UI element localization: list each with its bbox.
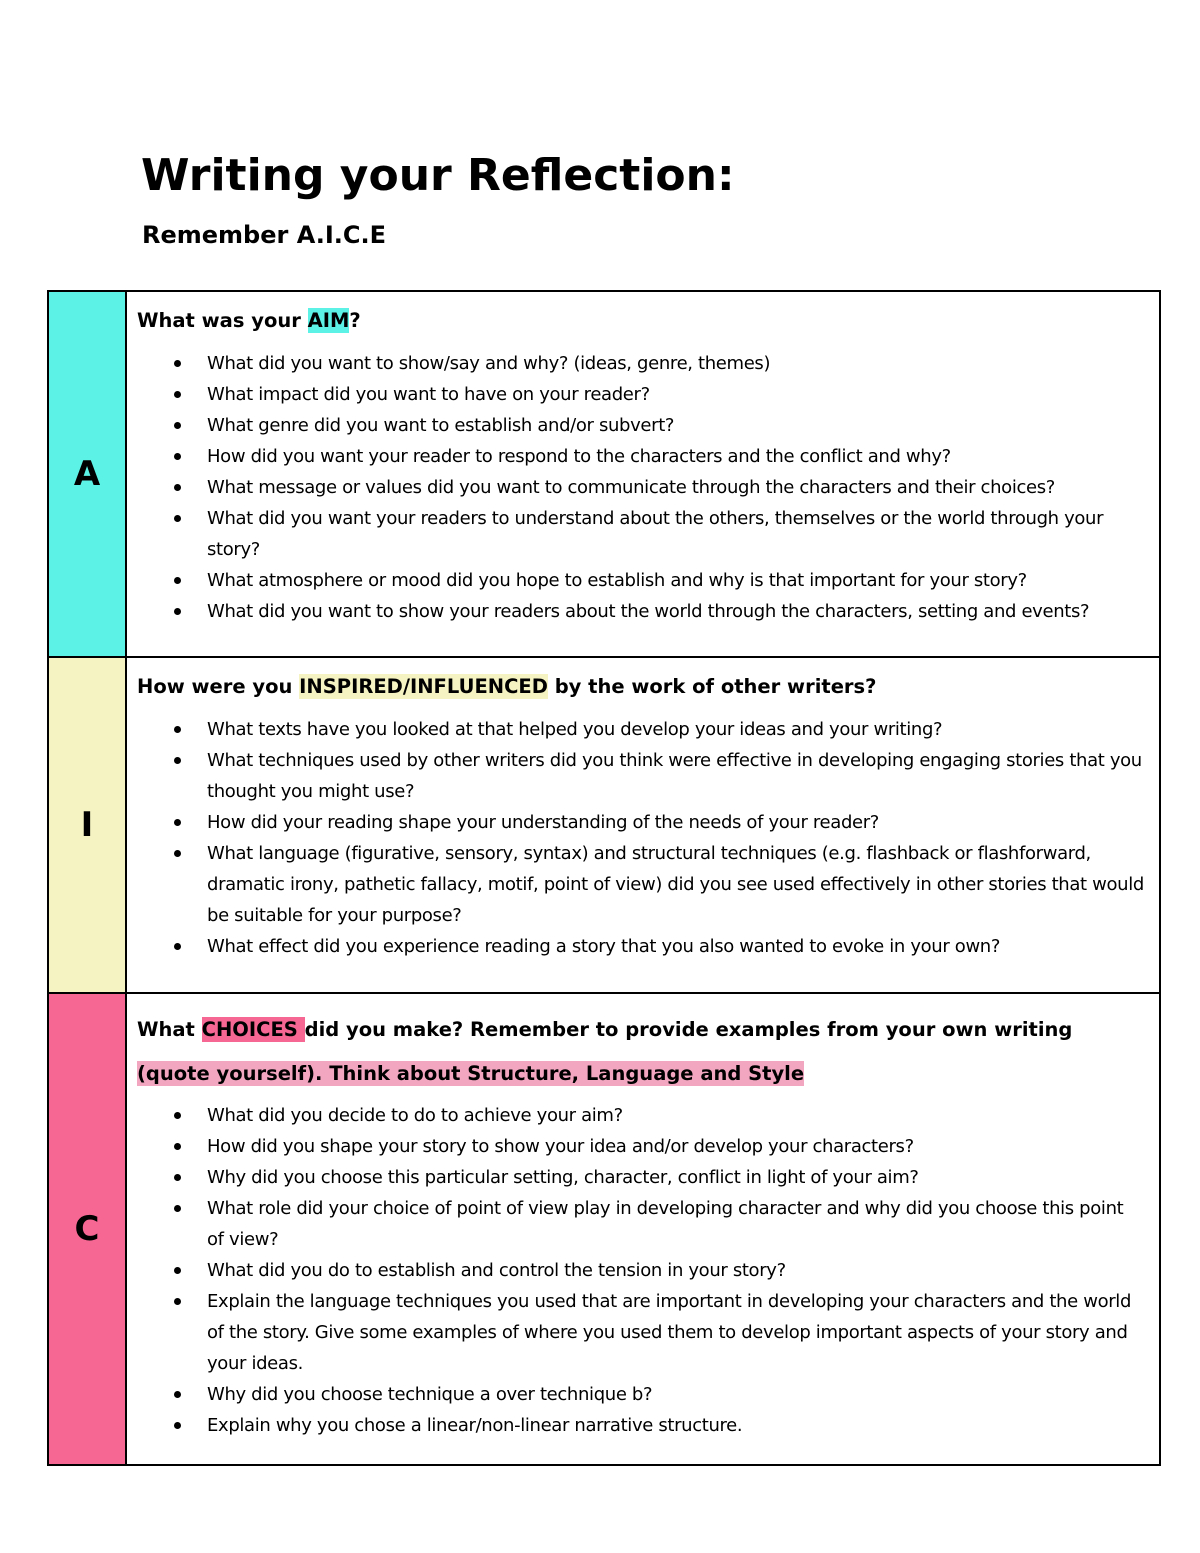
- aim-question-item: What did you want to show your readers about the world through the characters, setting and events?: [207, 596, 1145, 627]
- choices-content-cell: [126, 993, 1160, 1465]
- choices-question-item: What did you do to establish and control the tension in your story?: [207, 1255, 1145, 1286]
- page-title: Writing your Reflection:: [141, 150, 735, 201]
- choices-heading: [137, 1008, 1145, 1096]
- aim-heading: [137, 306, 1145, 336]
- choices-row: [48, 993, 1160, 1465]
- inspired-question-item: What language (figurative, sensory, syntax) and structural techniques (e.g. flashback or flashforward, dramatic irony, pathetic fallacy, motif, point of view) did you see used effectively in other stories that would be suitable for your purpose?: [207, 838, 1145, 931]
- aim-question-item: What atmosphere or mood did you hope to establish and why is that important for your story?: [207, 565, 1145, 596]
- inspired-heading-before: How were you: [137, 675, 300, 698]
- inspired-question-item: What texts have you looked at that helped you develop your ideas and your writing?: [207, 714, 1145, 745]
- aim-question-item: What impact did you want to have on your reader?: [207, 379, 1145, 410]
- inspired-heading: [137, 672, 1145, 702]
- inspired-letter: I: [80, 805, 94, 845]
- inspired-question-item: What techniques used by other writers did you think were effective in developing engaging stories that you thought you might use?: [207, 745, 1145, 807]
- choices-question-item: What role did your choice of point of view play in developing character and why did you choose this point of view?: [207, 1193, 1145, 1255]
- inspired-letter-cell: [48, 657, 126, 993]
- choices-heading-highlight-quote: (quote yourself). Think about Structure, Language and Style: [137, 1062, 805, 1085]
- choices-question-item: What did you decide to do to achieve your aim?: [207, 1100, 1145, 1131]
- choices-question-item: Explain the language techniques you used that are important in developing your characters and the world of the story. Give some examples of where you used them to develop important aspects of your story and your ideas.: [207, 1286, 1145, 1379]
- aim-question-item: What did you want to show/say and why? (ideas, genre, themes): [207, 348, 1145, 379]
- choices-question-list: [137, 1100, 1145, 1441]
- inspired-question-item: How did your reading shape your understanding of the needs of your reader?: [207, 807, 1145, 838]
- aim-question-item: What did you want your readers to understand about the others, themselves or the world through your story?: [207, 503, 1145, 565]
- inspired-content-cell: [126, 657, 1160, 993]
- aim-letter-cell: [48, 291, 126, 657]
- choices-letter: C: [74, 1209, 100, 1249]
- choices-letter-cell: [48, 993, 126, 1465]
- inspired-heading-highlight: INSPIRED/INFLUENCED: [299, 675, 548, 698]
- choices-heading-before: What: [137, 1018, 202, 1041]
- choices-question-item: How did you shape your story to show your idea and/or develop your characters?: [207, 1131, 1145, 1162]
- page-subtitle: Remember A.I.C.E: [142, 221, 387, 249]
- inspired-row: [48, 657, 1160, 993]
- inspired-heading-after: by the work of other writers?: [547, 675, 877, 698]
- aim-heading-highlight: AIM: [307, 309, 350, 332]
- choices-question-item: Explain why you chose a linear/non-linear narrative structure.: [207, 1410, 1145, 1441]
- aim-question-list: [137, 348, 1145, 627]
- aim-row: [48, 291, 1160, 657]
- choices-heading-highlight: CHOICES: [201, 1018, 305, 1041]
- aice-table: [47, 290, 1161, 1466]
- aim-heading-after: ?: [349, 309, 361, 332]
- inspired-question-item: What effect did you experience reading a story that you also wanted to evoke in your own?: [207, 931, 1145, 962]
- aim-question-item: What message or values did you want to communicate through the characters and their choices?: [207, 472, 1145, 503]
- choices-question-item: Why did you choose this particular setting, character, conflict in light of your aim?: [207, 1162, 1145, 1193]
- aim-question-item: What genre did you want to establish and/or subvert?: [207, 410, 1145, 441]
- aim-question-item: How did you want your reader to respond to the characters and the conflict and why?: [207, 441, 1145, 472]
- choices-heading-middle: did you make? Remember to provide examples from your own writing: [304, 1018, 1073, 1041]
- aim-letter: A: [73, 454, 101, 494]
- inspired-question-list: [137, 714, 1145, 962]
- aim-content-cell: [126, 291, 1160, 657]
- aim-heading-before: What was your: [137, 309, 308, 332]
- choices-question-item: Why did you choose technique a over technique b?: [207, 1379, 1145, 1410]
